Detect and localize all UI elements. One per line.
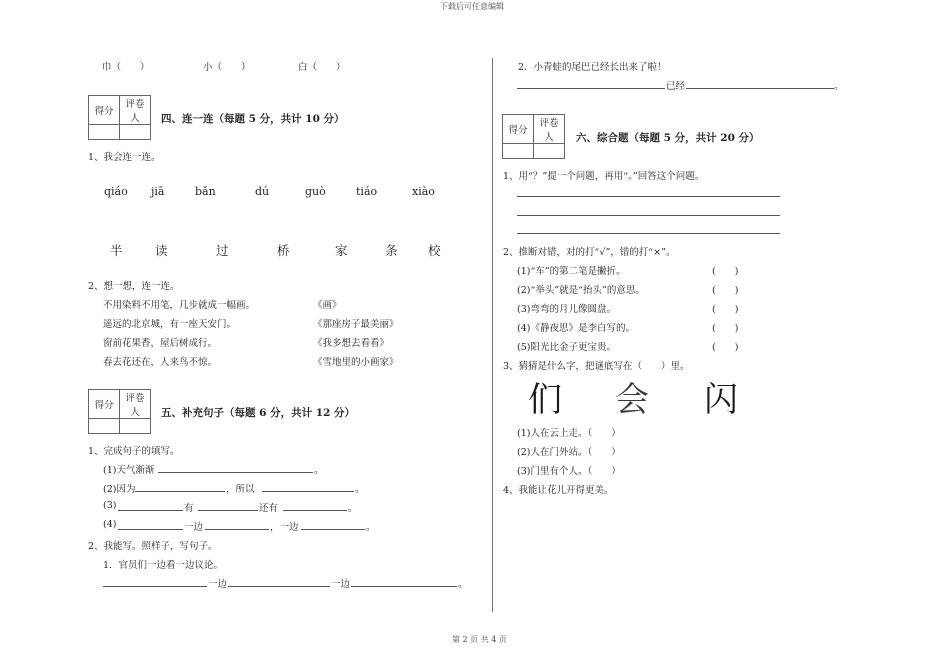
fill-3-blank-b[interactable] (198, 510, 258, 511)
char-6: 条 (385, 243, 398, 258)
write-b: 一边 (331, 579, 351, 590)
fill-4-a: 一边 (184, 522, 204, 533)
judge-paren-5[interactable]: ( ) (712, 342, 739, 353)
score-cell[interactable] (89, 125, 120, 140)
score-box-5 (88, 389, 151, 434)
section6-q1: 1、用“？”提一个问题，再用“。”回答这个问题。 (503, 171, 705, 182)
fill-3-blank-c[interactable] (283, 510, 347, 511)
fill-4-blank-a[interactable] (118, 529, 183, 530)
write-end: 。 (458, 579, 468, 590)
judge-3: (3)弯弯的月儿像圆盘。 (517, 304, 616, 315)
section6-q4: 4、我能让花儿开得更美。 (503, 485, 614, 496)
poem-title-2: 《那座房子最美丽》 (313, 319, 399, 330)
right-mid: 已经 (666, 81, 686, 92)
reviewer-cell[interactable] (120, 419, 151, 434)
judge-2: (2)“举头”就是“抬头”的意思。 (517, 285, 645, 296)
write-blank-a[interactable] (103, 586, 207, 587)
section6-title: 六、综合题（每题 5 分，共计 20 分） (576, 132, 760, 144)
poem-line-4: 春去花还在，人来鸟不惊。 (103, 357, 218, 368)
top-item-1: 巾（ ） (102, 62, 150, 73)
char-3: 过 (216, 243, 229, 258)
right-q2: 2．小青蛙的尾巴已经长出来了啦！ (518, 62, 667, 73)
judge-5: (5)阳光比金子更宝贵。 (517, 342, 616, 353)
right-blank-b[interactable] (686, 88, 834, 89)
pinyin-4: dú (255, 185, 270, 198)
poem-title-3: 《我多想去看看》 (313, 338, 390, 349)
right-end: 。 (834, 81, 844, 92)
char-1: 半 (110, 243, 123, 258)
char-7: 校 (428, 243, 441, 258)
poem-line-3: 窗前花果香，屋后树成行。 (103, 338, 218, 349)
char-5: 家 (335, 243, 348, 258)
top-item-2: 小（ ） (203, 62, 251, 73)
section5-example: 1．官员们一边看一边议论。 (103, 560, 224, 571)
page-footer: 第 2 页 共 4 页 (452, 635, 507, 644)
section4-title: 四、连一连（每题 5 分，共计 10 分） (161, 113, 345, 125)
riddle-glyph-1: 们 (528, 380, 562, 420)
fill-2-blank-a[interactable] (135, 491, 225, 492)
reviewer-cell[interactable] (534, 144, 565, 159)
judge-1: (1)“车”的第二笔是撇折。 (517, 266, 626, 277)
fill-3-prefix: (3) (103, 500, 117, 511)
riddle-2: (2)人在门外站。（ ） (517, 447, 621, 458)
pinyin-5: guò (305, 185, 326, 198)
reviewer-label: 评卷人 (534, 115, 565, 144)
pinyin-6: tiáo (356, 185, 378, 198)
fill-2-blank-b[interactable] (262, 491, 354, 492)
judge-4: (4)《静夜思》是李白写的。 (517, 323, 635, 334)
section4-q2: 2、想一想，连一连。 (88, 281, 180, 292)
write-blank-b[interactable] (228, 586, 330, 587)
fill-2-prefix: (2)因为 (103, 484, 136, 495)
reviewer-label: 评卷人 (120, 96, 151, 125)
write-a: 一边 (208, 579, 228, 590)
judge-paren-1[interactable]: ( ) (712, 266, 739, 277)
fill-4-b: ，一边 (270, 522, 299, 533)
score-label: 得分 (89, 96, 120, 125)
fill-3-a: 有 (184, 503, 194, 514)
poem-line-2: 遥远的北京城，有一座天安门。 (103, 319, 237, 330)
answer-line-1[interactable] (517, 196, 780, 197)
section5-q1: 1、完成句子的填写。 (88, 446, 180, 457)
page-header: 下载后可任意编辑 (440, 2, 504, 11)
judge-paren-2[interactable]: ( ) (712, 285, 739, 296)
reviewer-cell[interactable] (120, 125, 151, 140)
poem-title-1: 《画》 (313, 300, 342, 311)
fill-4-blank-b[interactable] (205, 529, 269, 530)
riddle-glyph-2: 会 (615, 380, 649, 420)
judge-paren-3[interactable]: ( ) (712, 304, 739, 315)
score-label: 得分 (89, 390, 120, 419)
fill-4-prefix: (4) (103, 519, 117, 530)
riddle-3: (3)门里有个人。（ ） (517, 466, 621, 477)
score-label: 得分 (503, 115, 534, 144)
score-cell[interactable] (89, 419, 120, 434)
fill-4-blank-c[interactable] (301, 529, 365, 530)
judge-paren-4[interactable]: ( ) (712, 323, 739, 334)
answer-line-2[interactable] (517, 215, 780, 216)
poem-line-1: 不用染料不用笔，几步就成一幅画。 (103, 300, 256, 311)
poem-title-4: 《雪地里的小画家》 (313, 357, 399, 368)
pinyin-2: jiā (151, 185, 165, 198)
top-item-3: 白（ ） (298, 62, 346, 73)
pinyin-7: xiào (412, 185, 435, 198)
column-divider (492, 58, 493, 612)
reviewer-label: 评卷人 (120, 390, 151, 419)
write-blank-c[interactable] (351, 586, 457, 587)
fill-2-end: 。 (355, 484, 365, 495)
answer-line-3[interactable] (517, 233, 780, 234)
fill-1-prefix: (1)天气渐渐 (103, 465, 155, 476)
fill-4-end: 。 (366, 522, 376, 533)
fill-3-blank-a[interactable] (118, 510, 183, 511)
fill-3-end: 。 (348, 503, 358, 514)
char-2: 读 (155, 243, 168, 258)
section6-q3: 3、猜猜是什么字，把谜底写在（ ）里。 (503, 361, 690, 372)
fill-3-b: 还有 (259, 503, 279, 514)
pinyin-1: qiáo (104, 185, 128, 198)
section5-q2: 2、我能写。照样子，写句子。 (88, 541, 218, 552)
section6-q2: 2、推断对错，对的打“√”，错的打“×”。 (503, 247, 676, 258)
fill-1-blank[interactable] (158, 472, 313, 473)
score-box-6 (502, 114, 565, 159)
char-4: 桥 (277, 243, 290, 258)
riddle-1: (1)人在云上走。（ ） (517, 428, 621, 439)
pinyin-3: bǎn (195, 185, 216, 198)
right-blank-a[interactable] (517, 88, 665, 89)
fill-2-mid: ，所以 (226, 484, 255, 495)
score-box-4 (88, 95, 151, 140)
fill-1-end: 。 (314, 465, 324, 476)
section5-title: 五、补充句子（每题 6 分，共计 12 分） (161, 407, 356, 419)
section4-q1: 1、我会连一连。 (88, 152, 161, 163)
score-cell[interactable] (503, 144, 534, 159)
riddle-glyph-3: 闪 (704, 380, 738, 420)
